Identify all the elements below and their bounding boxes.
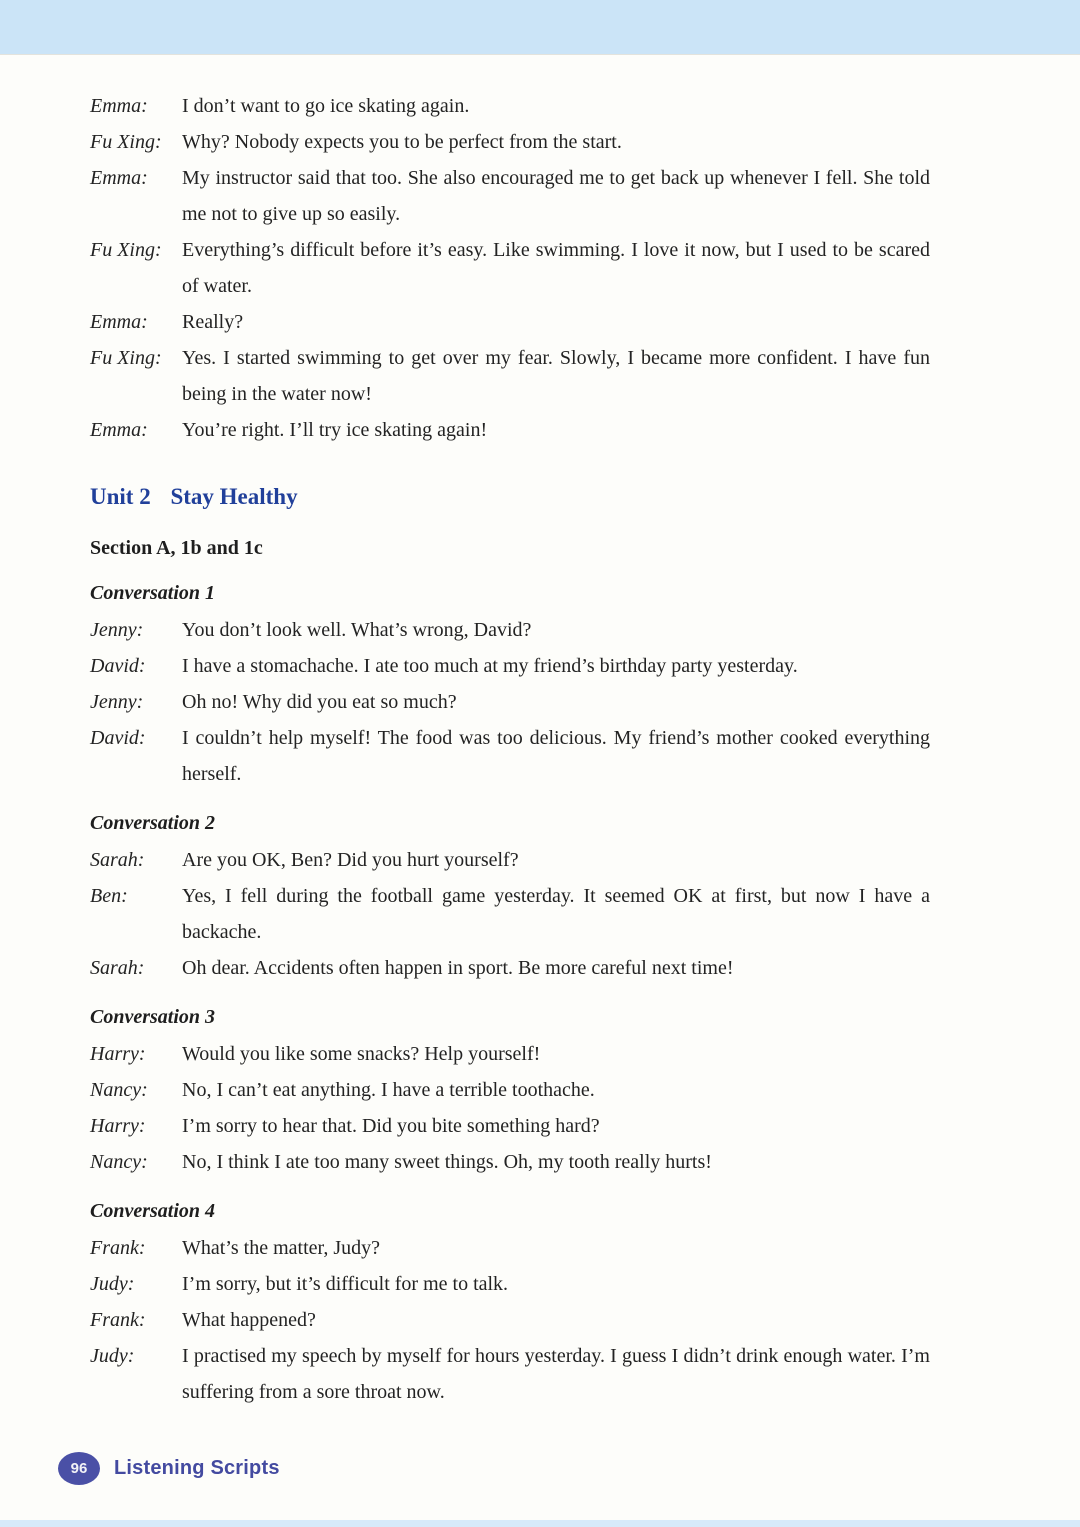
dialogue-line <box>90 160 930 232</box>
dialogue-line <box>90 1144 930 1180</box>
speaker-name: Harry: <box>90 1043 146 1065</box>
dialogue-text: No, I think I ate too many sweet things. Oh, my tooth really hurts! <box>182 1151 712 1173</box>
conversation-block <box>90 1196 930 1410</box>
dialogue-line <box>90 684 930 720</box>
speaker-name: David: <box>90 655 146 677</box>
dialogue-line <box>90 1266 930 1302</box>
speaker-name: Harry: <box>90 1115 146 1137</box>
dialogue-line <box>90 612 930 648</box>
conversation-block <box>90 808 930 986</box>
dialogue-text: What’s the matter, Judy? <box>182 1237 381 1259</box>
speaker-name: Fu Xing: <box>90 239 162 261</box>
dialogue-text: You don’t look well. What’s wrong, David? <box>182 619 532 641</box>
page-bottom-band <box>0 1520 1080 1527</box>
intro-dialogue <box>90 88 930 448</box>
dialogue-text: I have a stomachache. I ate too much at my friend’s birthday party yesterday. <box>182 655 798 677</box>
dialogue-text: Are you OK, Ben? Did you hurt yourself? <box>182 849 519 871</box>
speaker-name: Frank: <box>90 1237 146 1259</box>
dialogue-text: Yes, I fell during the football game yesterday. It seemed OK at first, but now I have a backache. <box>182 885 930 943</box>
speaker-name: Emma: <box>90 95 148 117</box>
dialogue-text: Would you like some snacks? Help yourself! <box>182 1043 541 1065</box>
dialogue-line <box>90 232 930 304</box>
speaker-name: Fu Xing: <box>90 131 162 153</box>
dialogue-text: Oh no! Why did you eat so much? <box>182 691 457 713</box>
footer-title: Listening Scripts <box>114 1457 280 1479</box>
dialogue-text: Really? <box>182 311 244 333</box>
conversation-title: Conversation 2 <box>90 812 216 834</box>
dialogue-line <box>90 1302 930 1338</box>
speaker-name: Emma: <box>90 419 148 441</box>
dialogue-text: My instructor said that too. She also encouraged me to get back up whenever I fell. She told me not to give up so easily. <box>182 167 930 225</box>
conversation-block <box>90 1002 930 1180</box>
speaker-name: Nancy: <box>90 1151 148 1173</box>
dialogue-line <box>90 412 930 448</box>
speaker-name: David: <box>90 727 146 749</box>
page-top-band <box>0 0 1080 55</box>
dialogue-line <box>90 842 930 878</box>
conversations-list <box>90 578 930 1410</box>
speaker-name: Frank: <box>90 1309 146 1331</box>
page-content <box>90 88 930 1410</box>
dialogue-text: Everything’s difficult before it’s easy. Like swimming. I love it now, but I used to be scared of water. <box>182 239 930 297</box>
dialogue-text: No, I can’t eat anything. I have a terrible toothache. <box>182 1079 595 1101</box>
conversation-title: Conversation 4 <box>90 1200 216 1222</box>
page-number-badge: 96 <box>58 1452 100 1485</box>
speaker-name: Ben: <box>90 885 128 907</box>
dialogue-line <box>90 1338 930 1410</box>
dialogue-line <box>90 1230 930 1266</box>
dialogue-text: I couldn’t help myself! The food was too delicious. My friend’s mother cooked everything herself. <box>182 727 930 785</box>
dialogue-line <box>90 124 930 160</box>
speaker-name: Jenny: <box>90 619 144 641</box>
conversation-block <box>90 578 930 792</box>
dialogue-text: Why? Nobody expects you to be perfect from the start. <box>182 131 622 153</box>
dialogue-line <box>90 88 930 124</box>
dialogue-text: Yes. I started swimming to get over my fear. Slowly, I became more confident. I have fun being in the water now! <box>182 347 930 405</box>
dialogue-line <box>90 1072 930 1108</box>
speaker-name: Nancy: <box>90 1079 148 1101</box>
conversation-title: Conversation 1 <box>90 582 216 604</box>
speaker-name: Sarah: <box>90 957 145 979</box>
dialogue-line <box>90 648 930 684</box>
section-heading: Section A, 1b and 1c <box>90 537 263 559</box>
dialogue-text: I’m sorry to hear that. Did you bite something hard? <box>182 1115 600 1137</box>
page-footer <box>58 1452 280 1485</box>
speaker-name: Jenny: <box>90 691 144 713</box>
dialogue-line <box>90 950 930 986</box>
unit-label: Unit 2 <box>90 484 151 509</box>
dialogue-text: You’re right. I’ll try ice skating again! <box>182 419 488 441</box>
dialogue-text: What happened? <box>182 1309 316 1331</box>
dialogue-line <box>90 878 930 950</box>
dialogue-line <box>90 340 930 412</box>
dialogue-text: I don’t want to go ice skating again. <box>182 95 470 117</box>
dialogue-text: I’m sorry, but it’s difficult for me to talk. <box>182 1273 509 1295</box>
speaker-name: Emma: <box>90 311 148 333</box>
dialogue-line <box>90 720 930 792</box>
dialogue-line <box>90 304 930 340</box>
speaker-name: Judy: <box>90 1345 135 1367</box>
speaker-name: Fu Xing: <box>90 347 162 369</box>
dialogue-text: I practised my speech by myself for hours yesterday. I guess I didn’t drink enough water. I’m suffering from a sore throat now. <box>182 1345 930 1403</box>
unit-heading <box>90 482 930 512</box>
dialogue-text: Oh dear. Accidents often happen in sport. Be more careful next time! <box>182 957 734 979</box>
speaker-name: Sarah: <box>90 849 145 871</box>
dialogue-line <box>90 1108 930 1144</box>
speaker-name: Emma: <box>90 167 148 189</box>
conversation-title: Conversation 3 <box>90 1006 216 1028</box>
speaker-name: Judy: <box>90 1273 135 1295</box>
dialogue-line <box>90 1036 930 1072</box>
unit-title: Stay Healthy <box>170 484 298 509</box>
